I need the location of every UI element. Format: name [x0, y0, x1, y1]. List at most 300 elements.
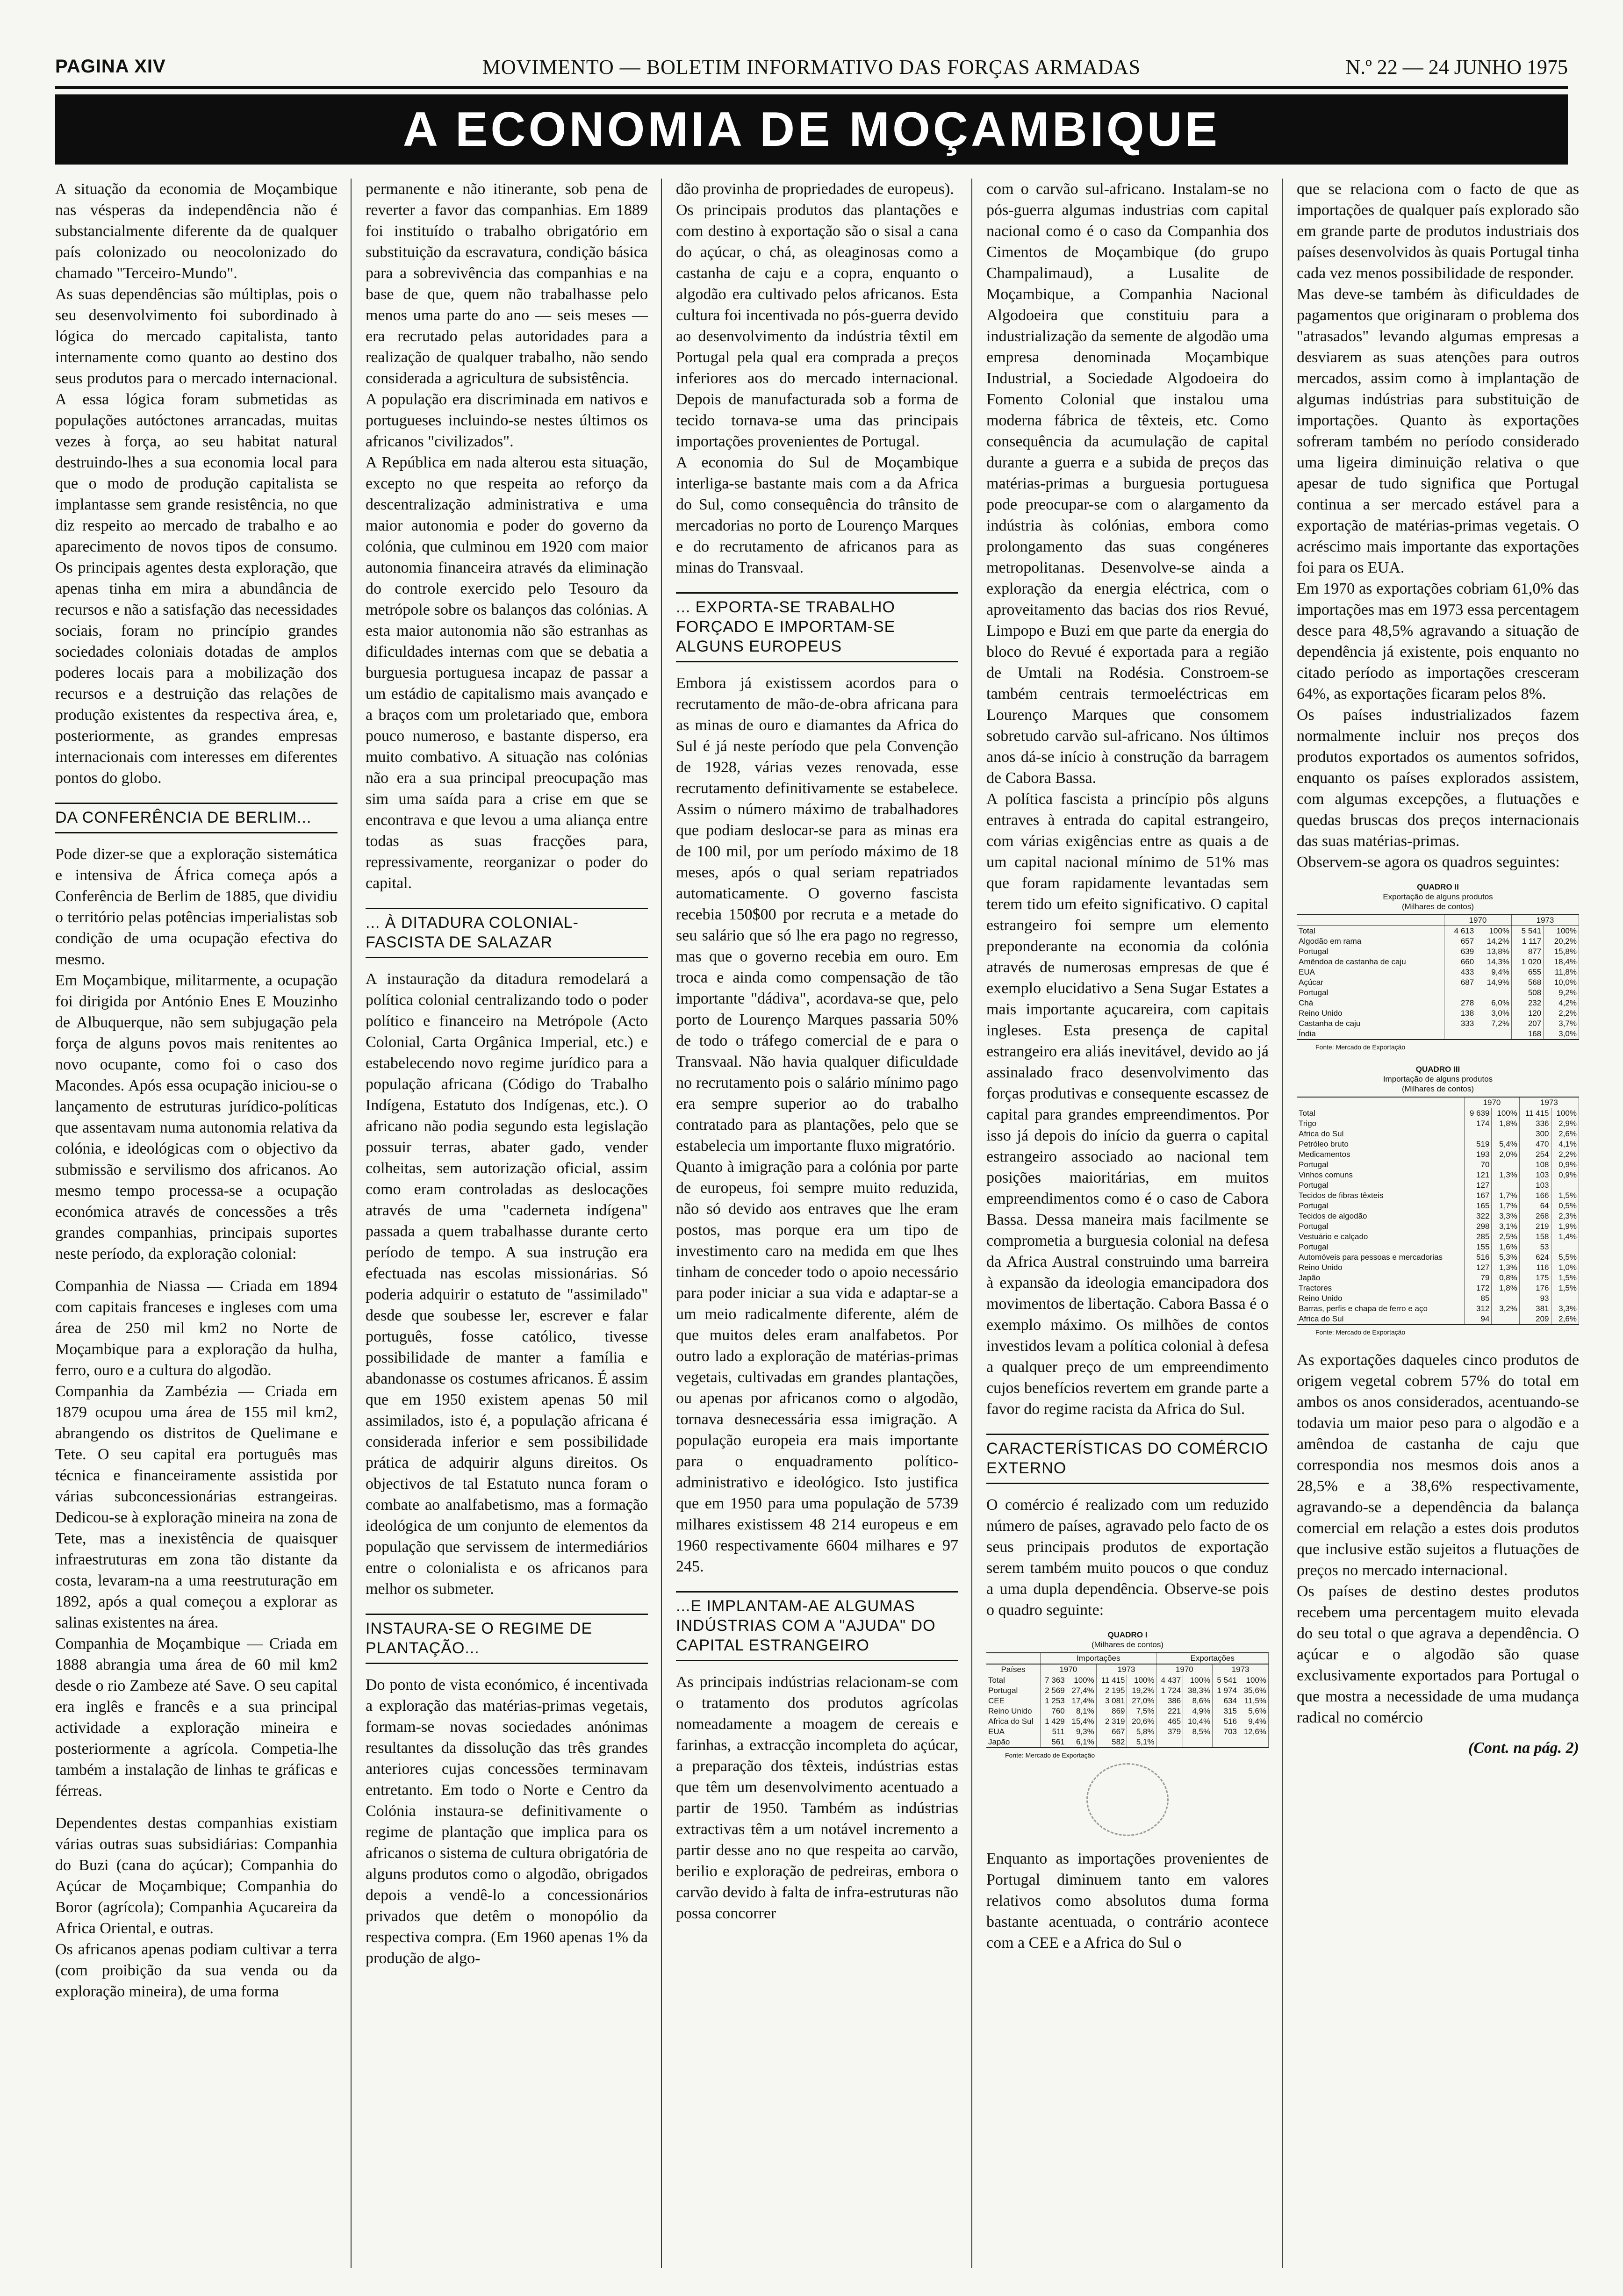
table-cell: 8,6%	[1183, 1696, 1213, 1706]
table-subtitle: (Milhares de contos)	[1401, 1084, 1474, 1093]
table-row	[1297, 1221, 1579, 1232]
paragraph: Companhia da Zambézia — Criada em 1879 ocupou uma área de 155 mil km2, abrangendo os distritos de Quelimane e Tete. O seu capital era português mas técnica e financeiramente assistida por várias subconcessionárias estrangeiras. Dedicou-se à exploração mineira na zona de Tete, mas a inexistência de quaisquer infraestruturas em zona tão distante da costa, levaram-na a uma reestruturação em 1892, após a qual começou a explorar as salinas existentes na área.	[55, 1383, 338, 1631]
paragraph: Do ponto de vista económico, é incentivada a exploração das matérias-primas vegetais, formam-se novas sociedades anónimas resultantes da dissolução das três grandes anteriores cujas concessões terminavam entretanto. Em todo o Norte e Centro da Colónia instaura-se definitivamente o regime de plantação que implica para os africanos o sistema de cultura obrigatória de alguns produtos como o algodão, obrigados depois a vendê-lo a concessionários privados que detêm o monopólio da respectiva compra. (Em 1960 apenas 1% da produção de algo-	[366, 1676, 648, 1967]
table-cell: 138	[1444, 1008, 1476, 1019]
table-cell: 470	[1519, 1139, 1551, 1149]
table-cell: 100%	[1127, 1675, 1156, 1686]
table-cell: 336	[1519, 1119, 1551, 1129]
row-label: Total	[1297, 926, 1444, 937]
table-cell: 1 429	[1040, 1716, 1067, 1727]
table-row	[1297, 1160, 1579, 1170]
paragraph: permanente e não itinerante, sob pena de reverter a favor das companhias. Em 1889 foi instituído o trabalho obrigatório em substituição da escravatura, condição básica para a sobrevivência das companhias e na base de que, quem não trabalhasse pelo menos uma parte do ano — seis meses — era recrutado pelas autoridades para a realização de qualquer trabalho, não sendo considerada a agricultura de subsistência.	[366, 180, 648, 387]
column-3	[676, 179, 958, 2268]
table-quadro-3	[1297, 1064, 1579, 1337]
table-cell: 121	[1465, 1170, 1492, 1180]
paragraph: Os países industrializados fazem normalmente incluir nos preços dos produtos exportados os aumentos sofridos, enquanto os países explorados assistem, com algumas excepções, a flutuações e quedas bruscas dos preços internacionais das suas matérias-primas.	[1297, 706, 1579, 850]
paragraph: Os países de destino destes produtos recebem uma percentagem muito elevada do seu total o que agrava a dependência. O açúcar e o algodão são quase exclusivamente exportados para Portugal o que mostra a necessidade de uma mudança radical no comércio	[1297, 1583, 1579, 1726]
table-source: Fonte: Mercado de Exportação	[1315, 1328, 1406, 1336]
table-cell: 116	[1519, 1263, 1551, 1273]
table-cell: 386	[1156, 1696, 1183, 1706]
column-4	[986, 179, 1269, 2268]
table-row	[986, 1737, 1269, 1748]
table-subtitle: (Milhares de contos)	[1401, 902, 1474, 911]
table-cell: 4,9%	[1183, 1706, 1213, 1716]
table-header-row	[986, 1653, 1269, 1664]
table-cell: 165	[1465, 1201, 1492, 1211]
table-cell: 1,3%	[1492, 1263, 1519, 1273]
table-cell: 1,5%	[1551, 1191, 1579, 1201]
table-cell: 127	[1465, 1263, 1492, 1273]
table-cell: 64	[1519, 1201, 1551, 1211]
table-cell: 1 253	[1040, 1696, 1067, 1706]
column-group: Exportações	[1156, 1653, 1269, 1664]
table-cell: 1 117	[1511, 936, 1543, 947]
table-cell: 687	[1444, 977, 1476, 988]
table-cell: 703	[1213, 1727, 1239, 1737]
column-divider	[1282, 179, 1283, 2268]
row-label: Portugal	[1297, 1242, 1465, 1252]
table-cell	[1551, 1293, 1579, 1304]
table-cell: 1,7%	[1492, 1191, 1519, 1201]
table-cell: 312	[1465, 1304, 1492, 1314]
table-cell: 120	[1511, 1008, 1543, 1019]
table-row	[1297, 1149, 1579, 1160]
table-cell: 1 020	[1511, 957, 1543, 967]
column-header: 1970	[1465, 1097, 1520, 1108]
paragraph: Observem-se agora os quadros seguintes:	[1297, 854, 1560, 871]
table-cell: 285	[1465, 1232, 1492, 1242]
table-cell: 268	[1519, 1211, 1551, 1221]
table-row	[986, 1696, 1269, 1706]
table-cell: 869	[1096, 1706, 1127, 1716]
table-row	[1297, 926, 1579, 937]
data-table	[1297, 914, 1579, 1040]
table-cell: 155	[1465, 1242, 1492, 1252]
table-cell: 10,4%	[1183, 1716, 1213, 1727]
table-cell: 624	[1519, 1252, 1551, 1263]
table-cell: 17,4%	[1067, 1696, 1096, 1706]
row-label: Automóveis para pessoas e mercadorias	[1297, 1252, 1465, 1263]
row-label: Portugal	[986, 1686, 1040, 1696]
table-cell: 8,1%	[1067, 1706, 1096, 1716]
paragraph: A população era discriminada em nativos e portugueses incluindo-se nestes últimos os africanos "civilizados".	[366, 391, 648, 450]
table-row	[1297, 1232, 1579, 1242]
table-cell: 660	[1444, 957, 1476, 967]
table-cell: 634	[1213, 1696, 1239, 1706]
table-row	[986, 1686, 1269, 1696]
table-cell: 2,2%	[1551, 1149, 1579, 1160]
table-cell	[1213, 1737, 1239, 1748]
table-cell	[1183, 1737, 1213, 1748]
table-cell: 3,0%	[1476, 1008, 1512, 1019]
row-label: Tractores	[1297, 1283, 1465, 1293]
table-cell	[1476, 1029, 1512, 1040]
column-header: 1973	[1213, 1664, 1269, 1675]
table-cell: 93	[1519, 1293, 1551, 1304]
table-cell: 209	[1519, 1314, 1551, 1325]
data-table	[986, 1652, 1269, 1748]
table-cell: 5,6%	[1239, 1706, 1268, 1716]
table-cell: 0,9%	[1551, 1160, 1579, 1170]
paragraph: A economia do Sul de Moçambique interliga-se bastante mais com a da Africa do Sul, como consequência do trânsito de mercadorias no porto de Lourenço Marques e do recrutamento de africanos para as minas do Transvaal.	[676, 454, 958, 576]
table-cell: 15,4%	[1067, 1716, 1096, 1727]
table-cell: 1,5%	[1551, 1273, 1579, 1283]
table-row	[1297, 957, 1579, 967]
table-cell: 12,6%	[1239, 1727, 1268, 1737]
table-cell: 232	[1511, 998, 1543, 1008]
table-cell: 103	[1519, 1170, 1551, 1180]
table-cell: 6,1%	[1067, 1737, 1096, 1748]
table-cell: 639	[1444, 947, 1476, 957]
table-cell: 14,9%	[1476, 977, 1512, 988]
paragraph: Embora já existissem acordos para o recrutamento de mão-de-obra africana para as minas de ouro e diamantes da Africa do Sul é já neste período que pela Convenção de 1928, várias vezes renovada, esse recrutamento definitivamente se estabelece. Assim o número máximo de trabalhadores que podiam deslocar-se para as minas era de 100 mil, por um período máximo de 18 meses, após o qual seriam repatriados automaticamente. O governo fascista recebia 150$00 por recruta e a metade do seu salário que só lhe era pago no regresso, mas que o governo recebia em ouro. Em troca e ainda como compensação de tão importante "dádiva", acordava-se que, pelo porto de Lourenço Marques passaria 50% de todo o tráfego comercial de e para o Transvaal. Não havia qualquer dificuldade no recrutamento pois o salário mínimo pago era sempre superior ao do trabalho contratado para as plantações, pelo que se estabelecia um importante fluxo migratório.	[676, 674, 958, 1155]
table-subtitle: Importação de alguns produtos	[1383, 1075, 1493, 1083]
table-cell: 18,4%	[1544, 957, 1579, 967]
table-cell	[1444, 1029, 1476, 1040]
column-header: 1973	[1519, 1097, 1579, 1108]
table-cell	[1551, 1180, 1579, 1191]
table-cell: 1 974	[1213, 1686, 1239, 1696]
paragraph: Enquanto as importações provenientes de Portugal diminuem tanto em valores relativos como absolutos duma forma bastante acentuada, o contrário acontece com a CEE e a Africa do Sul o	[986, 1850, 1269, 1952]
table-cell: 2 195	[1096, 1686, 1127, 1696]
table-cell: 2,6%	[1551, 1129, 1579, 1139]
row-label: Reino Unido	[1297, 1008, 1444, 1019]
table-row	[1297, 1008, 1579, 1019]
header-rule	[55, 86, 1568, 89]
table-cell: 100%	[1239, 1675, 1268, 1686]
paragraph: A situação da economia de Moçambique nas vésperas da independência não é substancialmente diferente da de qualquer país colonizado ou neocolonizado do chamado "Terceiro-Mundo".	[55, 180, 338, 282]
section-heading: CARACTERÍSTICAS DO COMÉRCIO EXTERNO	[986, 1434, 1269, 1484]
table-cell: 561	[1040, 1737, 1067, 1748]
table-cell: 5,8%	[1127, 1727, 1156, 1737]
table-cell: 278	[1444, 998, 1476, 1008]
table-cell	[1492, 1129, 1519, 1139]
table-cell: 1 724	[1156, 1686, 1183, 1696]
table-cell: 193	[1465, 1149, 1492, 1160]
table-header-row	[986, 1664, 1269, 1675]
table-cell: 35,6%	[1239, 1686, 1268, 1696]
row-label: Medicamentos	[1297, 1149, 1465, 1160]
table-row	[1297, 1211, 1579, 1221]
table-cell: 298	[1465, 1221, 1492, 1232]
table-cell: 20,6%	[1127, 1716, 1156, 1727]
row-label: Reino Unido	[986, 1706, 1040, 1716]
table-cell	[1492, 1160, 1519, 1170]
table-cell: 1,6%	[1492, 1242, 1519, 1252]
table-cell	[1492, 1314, 1519, 1325]
table-cell: 516	[1465, 1252, 1492, 1263]
column-header: Países	[986, 1664, 1040, 1675]
paragraph: que se relaciona com o facto de que as importações de qualquer país explorado são em grande parte de produtos industriais dos países desenvolvidos às quais Portugal tinha cada vez menos possibilidade de responder.	[1297, 180, 1579, 282]
row-label: Japão	[986, 1737, 1040, 1748]
section-heading: ... EXPORTA-SE TRABALHO FORÇADO E IMPORTAM-SE ALGUNS EUROPEUS	[676, 592, 958, 662]
table-row	[1297, 1201, 1579, 1211]
table-cell: 176	[1519, 1283, 1551, 1293]
row-label: Castanha de caju	[1297, 1019, 1444, 1029]
table-cell: 70	[1465, 1160, 1492, 1170]
table-cell: 3,2%	[1492, 1304, 1519, 1314]
table-body	[986, 1675, 1269, 1748]
table-cell: 582	[1096, 1737, 1127, 1748]
row-label: Açúcar	[1297, 977, 1444, 988]
row-label: Amêndoa de castanha de caju	[1297, 957, 1444, 967]
running-head	[55, 51, 1568, 84]
table-cell	[1444, 988, 1476, 998]
table-cell: 168	[1511, 1029, 1543, 1040]
paragraph: Dependentes destas companhias existiam várias outras suas subsidiárias: Companhia do Buzi (cana do açúcar); Companhia do Açúcar de Moçambique; Companhia do Boror (agrícola); Companhia Açucareira da Africa Oriental, e outras.	[55, 1815, 338, 1937]
table-cell: 9 639	[1465, 1108, 1492, 1119]
table-row	[1297, 1139, 1579, 1149]
table-cell: 9,4%	[1476, 967, 1512, 977]
table-row	[1297, 1191, 1579, 1201]
column-header: 1973	[1511, 915, 1579, 926]
table-cell: 14,3%	[1476, 957, 1512, 967]
table-cell: 5,4%	[1492, 1139, 1519, 1149]
row-label: CEE	[986, 1696, 1040, 1706]
table-source: Fonte: Mercado de Exportação	[1005, 1751, 1095, 1759]
table-row	[986, 1706, 1269, 1716]
table-cell: 100%	[1067, 1675, 1096, 1686]
paragraph: Quanto à imigração para a colónia por parte de europeus, foi sempre muito reduzida, não só devido aos entraves que lhe eram postos, mas porque era um tipo de investimento caro na medida em que lhes tinham de conceder todo o apoio necessário para poder iniciar a sua vida e adaptar-se a um meio radicalmente diferente, além de que muitos deles eram analfabetos. Por outro lado a exploração de matérias-primas vegetais, cultivadas em grandes plantações, ou apenas por africanos como o algodão, tornava desnecessária essa imigração. A população europeia era mais importante para o enquadramento político-administrativo e ideológico. Isto justifica que em 1950 para uma população de 5739 milhares existissem 48 214 europeus e em 1960 respectivamente 6604 milhares e 97 245.	[676, 1158, 958, 1575]
table-cell: 158	[1519, 1232, 1551, 1242]
table-row	[1297, 1273, 1579, 1283]
table-cell: 7,2%	[1476, 1019, 1512, 1029]
paragraph: Os principais produtos das plantações e com destino à exportação são o sisal a cana do açúcar, o chá, as oleaginosas como a castanha de caju e a copra, enquanto o algodão era cultivado pelos africanos. Esta cultura foi incentivada no pós-guerra devido ao desenvolvimento da indústria têxtil em Portugal pela qual era comprada a preços inferiores aos do mercado internacional. Depois de manufacturada sob a forma de tecido tornava-se uma das principais importações provenientes de Portugal.	[676, 201, 958, 450]
row-label: Portugal	[1297, 1180, 1465, 1191]
table-cell: 3,3%	[1492, 1211, 1519, 1221]
table-cell: 2,0%	[1492, 1149, 1519, 1160]
row-label: Total	[986, 1675, 1040, 1686]
table-cell: 108	[1519, 1160, 1551, 1170]
paragraph: A instauração da ditadura remodelará a política colonial centralizando todo o poder político e financeiro na Metrópole (Acto Colonial, Carta Orgânica Imperial, etc.) e estabelecendo novo regime jurídico para a população africana (Código do Trabalho Indígena, Estatuto dos Indígenas, etc.). O africano não podia segundo esta legislação possuir terras, abater gado, vender colheitas, sem autorização oficial, assim como eram controladas as deslocações através de uma "caderneta indígena" passada a quem trabalhasse durante certo período de tempo. A sua instrução era efectuada nas escolas missionárias. Só poderia adquirir o estatuto de "assimilado" desde que soubesse ler, escrever e falar português, fosse católico, tivesse possibilidade de manter a família e abandonasse os costumes africanos. É assim que em 1950 existem apenas 50 mil assimilados, isto é, a população africana é considerada inferior e sem possibilidade prática de adquirir alguns direitos. Os objectivos de tal Estatuto nunca foram o combate ao analfabetismo, mas a formação ideológica de um conjunto de elementos da população que servissem de intermediários entre o colonialista e os africanos para melhor os submeter.	[366, 970, 648, 1598]
table-row	[1297, 1108, 1579, 1119]
table-cell: 381	[1519, 1304, 1551, 1314]
table-row	[1297, 1242, 1579, 1252]
table-row	[986, 1716, 1269, 1727]
row-label: Reino Unido	[1297, 1293, 1465, 1304]
table-cell: 6,0%	[1476, 998, 1512, 1008]
table-cell: 53	[1519, 1242, 1551, 1252]
table-cell: 127	[1465, 1180, 1492, 1191]
table-source: Fonte: Mercado de Exportação	[1315, 1043, 1406, 1051]
table-cell: 100%	[1492, 1108, 1519, 1119]
table-cell: 219	[1519, 1221, 1551, 1232]
table-title: QUADRO II	[1417, 883, 1459, 891]
table-row	[1297, 1119, 1579, 1129]
table-header-row	[1297, 1097, 1579, 1108]
table-cell: 100%	[1476, 926, 1512, 937]
article-title: A ECONOMIA DE MOÇAMBIQUE	[55, 94, 1568, 165]
table-row	[1297, 1293, 1579, 1304]
table-cell: 0,8%	[1492, 1273, 1519, 1283]
paragraph: A política fascista a princípio pôs alguns entraves à entrada do capital estrangeiro, com várias exigências entre as quais a de um capital nacional mínimo de 51% mas que foram rapidamente levantadas sem terem tido um efeito significativo. O capital estrangeiro foi sempre um elemento preponderante na economia da colónia através de numerosas empresas de que é exemplo elucidativo a Sena Sugar Estates a mais importante açucareira, com capitais ingleses. Esta presença de capital estrangeiro era aliás inevitável, devido ao já assinalado fraco desenvolvimento das forças produtivas e consequente escassez de capital para grandes empreendimentos. Por isso já depois do início da guerra o capital estrangeiro associado ao nacional tem posições maioritárias, em muitos empreendimentos como é o caso de Cabora Bassa. Dessa maneira mais facilmente se comprometia a burguesia colonial na defesa da Africa Austral construindo uma barreira à expansão da ideologia emancipadora dos movimentos de libertação. Cabora Bassa é o exemplo máximo. Os milhões de contos investidos levam a política colonial à defesa a qualquer preço de um empreendimento cujos benefícios revertem em grande parte a favor do regime racista da Africa do Sul.	[986, 790, 1269, 1418]
row-label: Japão	[1297, 1273, 1465, 1283]
row-label: Tecidos de algodão	[1297, 1211, 1465, 1221]
table-cell: 667	[1096, 1727, 1127, 1737]
publication-name: MOVIMENTO — BOLETIM INFORMATIVO DAS FORÇAS ARMADAS	[482, 56, 1141, 79]
table-cell: 1,8%	[1492, 1283, 1519, 1293]
table-cell: 760	[1040, 1706, 1067, 1716]
table-cell: 7,5%	[1127, 1706, 1156, 1716]
paragraph: Os africanos apenas podiam cultivar a terra (com proibição da sua venda ou da exploração mineira), de uma forma	[55, 1941, 338, 2000]
table-cell: 2,9%	[1551, 1119, 1579, 1129]
table-row	[986, 1727, 1269, 1737]
table-cell: 2,2%	[1544, 1008, 1579, 1019]
table-cell: 2,3%	[1551, 1211, 1579, 1221]
column-2	[366, 179, 648, 2268]
table-cell: 79	[1465, 1273, 1492, 1283]
data-table	[1297, 1097, 1579, 1325]
row-label: Africa do Sul	[1297, 1314, 1465, 1325]
table-row	[1297, 936, 1579, 947]
table-cell: 465	[1156, 1716, 1183, 1727]
table-row	[1297, 1170, 1579, 1180]
section-heading: INSTAURA-SE O REGIME DE PLANTAÇÃO...	[366, 1614, 648, 1664]
table-cell: 11,8%	[1544, 967, 1579, 977]
column-header: 1973	[1096, 1664, 1156, 1675]
table-cell: 1,8%	[1492, 1119, 1519, 1129]
table-cell	[1465, 1129, 1492, 1139]
table-cell: 3 081	[1096, 1696, 1127, 1706]
table-cell: 19,2%	[1127, 1686, 1156, 1696]
table-cell: 4 613	[1444, 926, 1476, 937]
table-body	[1297, 926, 1579, 1040]
table-cell: 315	[1213, 1706, 1239, 1716]
table-cell: 1,7%	[1492, 1201, 1519, 1211]
column-divider	[971, 179, 972, 2268]
table-cell: 2 569	[1040, 1686, 1067, 1696]
table-cell: 568	[1511, 977, 1543, 988]
table-cell: 4 437	[1156, 1675, 1183, 1686]
table-cell: 85	[1465, 1293, 1492, 1304]
table-row	[1297, 1180, 1579, 1191]
section-heading: DA CONFERÊNCIA DE BERLIM...	[55, 803, 338, 833]
table-row	[1297, 998, 1579, 1008]
row-label: Trigo	[1297, 1119, 1465, 1129]
table-row	[1297, 1129, 1579, 1139]
paragraph: As suas dependências são múltiplas, pois o seu desenvolvimento foi subordinado à lógica do mercado capitalista, tanto internamente como quanto ao destino dos seus produtos para o mercado internacional. A essa lógica foram submetidas as populações autóctones arrancadas, muitas vezes à força, ao seu habitat natural destruindo-lhes a sua economia local para que o modo de produção capitalista se implantasse sem grande resistência, no que diz respeito ao mercado de trabalho e ao aparecimento de novos tipos de consumo. Os principais agentes desta exploração, que apenas tinha em mira a abundância de recursos e não a satisfação das necessidades sociais, foram no princípio grandes sociedades coloniais dotadas de amplos poderes locais para a mobilização dos recursos e a destruição das relações de produção existentes da respectiva área, e, posteriormente, as grandes empresas internacionais com interesses em diferentes pontos do globo.	[55, 286, 338, 787]
table-cell: 333	[1444, 1019, 1476, 1029]
section-heading: ... À DITADURA COLONIAL-FASCISTA DE SALAZAR	[366, 908, 648, 958]
table-cell: 0,9%	[1551, 1170, 1579, 1180]
table-cell: 15,8%	[1544, 947, 1579, 957]
paragraph: Em Moçambique, militarmente, a ocupação foi dirigida por António Enes E Mouzinho de Albuquerque, não sem subjugação pela força de alguns povos mais renitentes ao novo ocupante, como foi o caso dos Macondes. Após essa ocupação iniciou-se o lançamento de estruturas jurídico-políticas que assentavam numa autonomia relativa da colónia, e ideológicas com o objectivo da submissão e servilismo dos africanos. Ao mesmo tempo processa-se a ocupação económica através de concessões a três grandes companhias, principais suportes neste período, da exploração colonial:	[55, 972, 338, 1263]
table-cell: 657	[1444, 936, 1476, 947]
issue-date: N.º 22 — 24 JUNHO 1975	[1345, 56, 1568, 79]
table-cell: 511	[1040, 1727, 1067, 1737]
row-label: Portugal	[1297, 1221, 1465, 1232]
table-cell: 3,1%	[1492, 1221, 1519, 1232]
table-cell: 2,6%	[1551, 1314, 1579, 1325]
table-cell: 4,2%	[1544, 998, 1579, 1008]
table-cell	[1476, 988, 1512, 998]
table-cell: 508	[1511, 988, 1543, 998]
table-cell: 207	[1511, 1019, 1543, 1029]
table-cell: 5,5%	[1551, 1252, 1579, 1263]
row-label: Total	[1297, 1108, 1465, 1119]
table-cell: 100%	[1544, 926, 1579, 937]
table-row	[1297, 947, 1579, 957]
table-header-row	[1297, 915, 1579, 926]
table-subtitle: Exportação de alguns produtos	[1383, 892, 1493, 901]
table-cell: 1,4%	[1551, 1232, 1579, 1242]
table-cell: 11 415	[1096, 1675, 1127, 1686]
table-cell: 100%	[1183, 1675, 1213, 1686]
column-group: Importações	[1040, 1653, 1156, 1664]
paragraph: O comércio é realizado com um reduzido número de países, agravado pelo facto de os seus principais produtos de exportação serem também muito poucos o que conduz a uma dupla dependência. Observe-se pois o quadro seguinte:	[986, 1496, 1269, 1619]
table-cell: 1,9%	[1551, 1221, 1579, 1232]
table-cell	[1551, 1242, 1579, 1252]
table-cell	[1492, 1293, 1519, 1304]
row-label: Vestuário e calçado	[1297, 1232, 1465, 1242]
column-divider	[351, 179, 352, 2268]
paragraph: com o carvão sul-africano. Instalam-se no pós-guerra algumas industrias com capital nacional como é o caso da Companhia dos Cimentos de Moçambique (do grupo Champalimaud), a Lusalite de Moçambique, a Companhia Nacional Algodoeira que constituiu para a industrialização da semente de algodão uma empresa denominada Moçambique Industrial, a Sociedade Algodoeira do Fomento Colonial que instalou uma moderna fábrica de têxteis, etc. Como consequência da acumulação de capital durante a guerra e a subida de preços das matérias-primas a burguesia portuguesa pode preocupar-se com o alargamento da indústria às colónias, embora como prolongamento das suas congéneres metropolitanas. Desenvolve-se ainda a exploração da energia eléctrica, com o aproveitamento das bacias dos rios Revué, Limpopo e Buzi em que parte da energia do bloco do Revué é exportada para a região de Umtali na Rodésia. Constroem-se também centrais termoeléctricas em Lourenço Marques que consomem sobretudo carvão sul-africano. Nos últimos anos dá-se início à construção da barragem de Cabora Bassa.	[986, 180, 1269, 787]
table-cell: 11 415	[1519, 1108, 1551, 1119]
table-cell: 11,5%	[1239, 1696, 1268, 1706]
table-cell: 254	[1519, 1149, 1551, 1160]
table-cell: 167	[1465, 1191, 1492, 1201]
column-header: 1970	[1040, 1664, 1096, 1675]
table-row	[1297, 1304, 1579, 1314]
table-quadro-2	[1297, 882, 1579, 1052]
continuation-note: (Cont. na pág. 2)	[1468, 1739, 1579, 1757]
table-cell: 94	[1465, 1314, 1492, 1325]
row-label: Barras, perfis e chapa de ferro e aço	[1297, 1304, 1465, 1314]
table-row	[1297, 977, 1579, 988]
paragraph: Companhia de Moçambique — Criada em 1888 abrangia uma área de 60 mil km2 desde o rio Zambeze até Save. O seu capital era inglês e francês e a sua principal actividade a exploração mineira e posteriormente a agrícola. Competia-lhe também a instalação de linhas te gráficas e férreas.	[55, 1635, 338, 1800]
table-cell: 5,1%	[1127, 1737, 1156, 1748]
table-row	[1297, 1283, 1579, 1293]
paragraph: As exportações daqueles cinco produtos de origem vegetal cobrem 57% do total em ambos os anos considerados, acentuando-se todavia um maior peso para o algodão e a amêndoa de castanha de caju que correspondia nos mesmos dois anos a 28,5% e a 38,6% respectivamente, agravando-se a dependência da balança comercial em relação a estes dois produtos que inclusive estão sujeitos a flutuações de preços no mercado internacional.	[1297, 1351, 1579, 1579]
column-header: 1970	[1444, 915, 1511, 926]
table-row	[1297, 967, 1579, 977]
table-cell: 27,4%	[1067, 1686, 1096, 1696]
table-cell: 3,7%	[1544, 1019, 1579, 1029]
article-columns	[55, 179, 1579, 2268]
table-cell	[1239, 1737, 1268, 1748]
table-cell: 519	[1465, 1139, 1492, 1149]
row-label: Portugal	[1297, 1201, 1465, 1211]
table-cell	[1492, 1180, 1519, 1191]
table-quadro-1	[986, 1630, 1269, 1836]
table-row	[1297, 1029, 1579, 1040]
column-5	[1297, 179, 1579, 2268]
table-subtitle: (Milhares de contos)	[1091, 1640, 1163, 1649]
table-cell: 10,0%	[1544, 977, 1579, 988]
row-label: EUA	[986, 1727, 1040, 1737]
table-cell: 103	[1519, 1180, 1551, 1191]
row-label: Vinhos comuns	[1297, 1170, 1465, 1180]
table-cell: 1,5%	[1551, 1283, 1579, 1293]
table-cell: 13,8%	[1476, 947, 1512, 957]
table-cell: 433	[1444, 967, 1476, 977]
row-label: EUA	[1297, 967, 1444, 977]
table-cell: 516	[1213, 1716, 1239, 1727]
table-cell: 20,2%	[1544, 936, 1579, 947]
table-cell: 172	[1465, 1283, 1492, 1293]
table-cell: 7 363	[1040, 1675, 1067, 1686]
column-1	[55, 179, 338, 2268]
table-cell: 3,0%	[1544, 1029, 1579, 1040]
page-number: PAGINA XIV	[55, 56, 166, 77]
table-cell: 379	[1156, 1727, 1183, 1737]
table-cell: 9,2%	[1544, 988, 1579, 998]
table-row	[986, 1675, 1269, 1686]
column-header: 1970	[1156, 1664, 1213, 1675]
section-heading: ...E IMPLANTAM-AE ALGUMAS INDÚSTRIAS COM A "AJUDA" DO CAPITAL ESTRANGEIRO	[676, 1591, 958, 1661]
table-cell: 9,4%	[1239, 1716, 1268, 1727]
table-cell: 166	[1519, 1191, 1551, 1201]
